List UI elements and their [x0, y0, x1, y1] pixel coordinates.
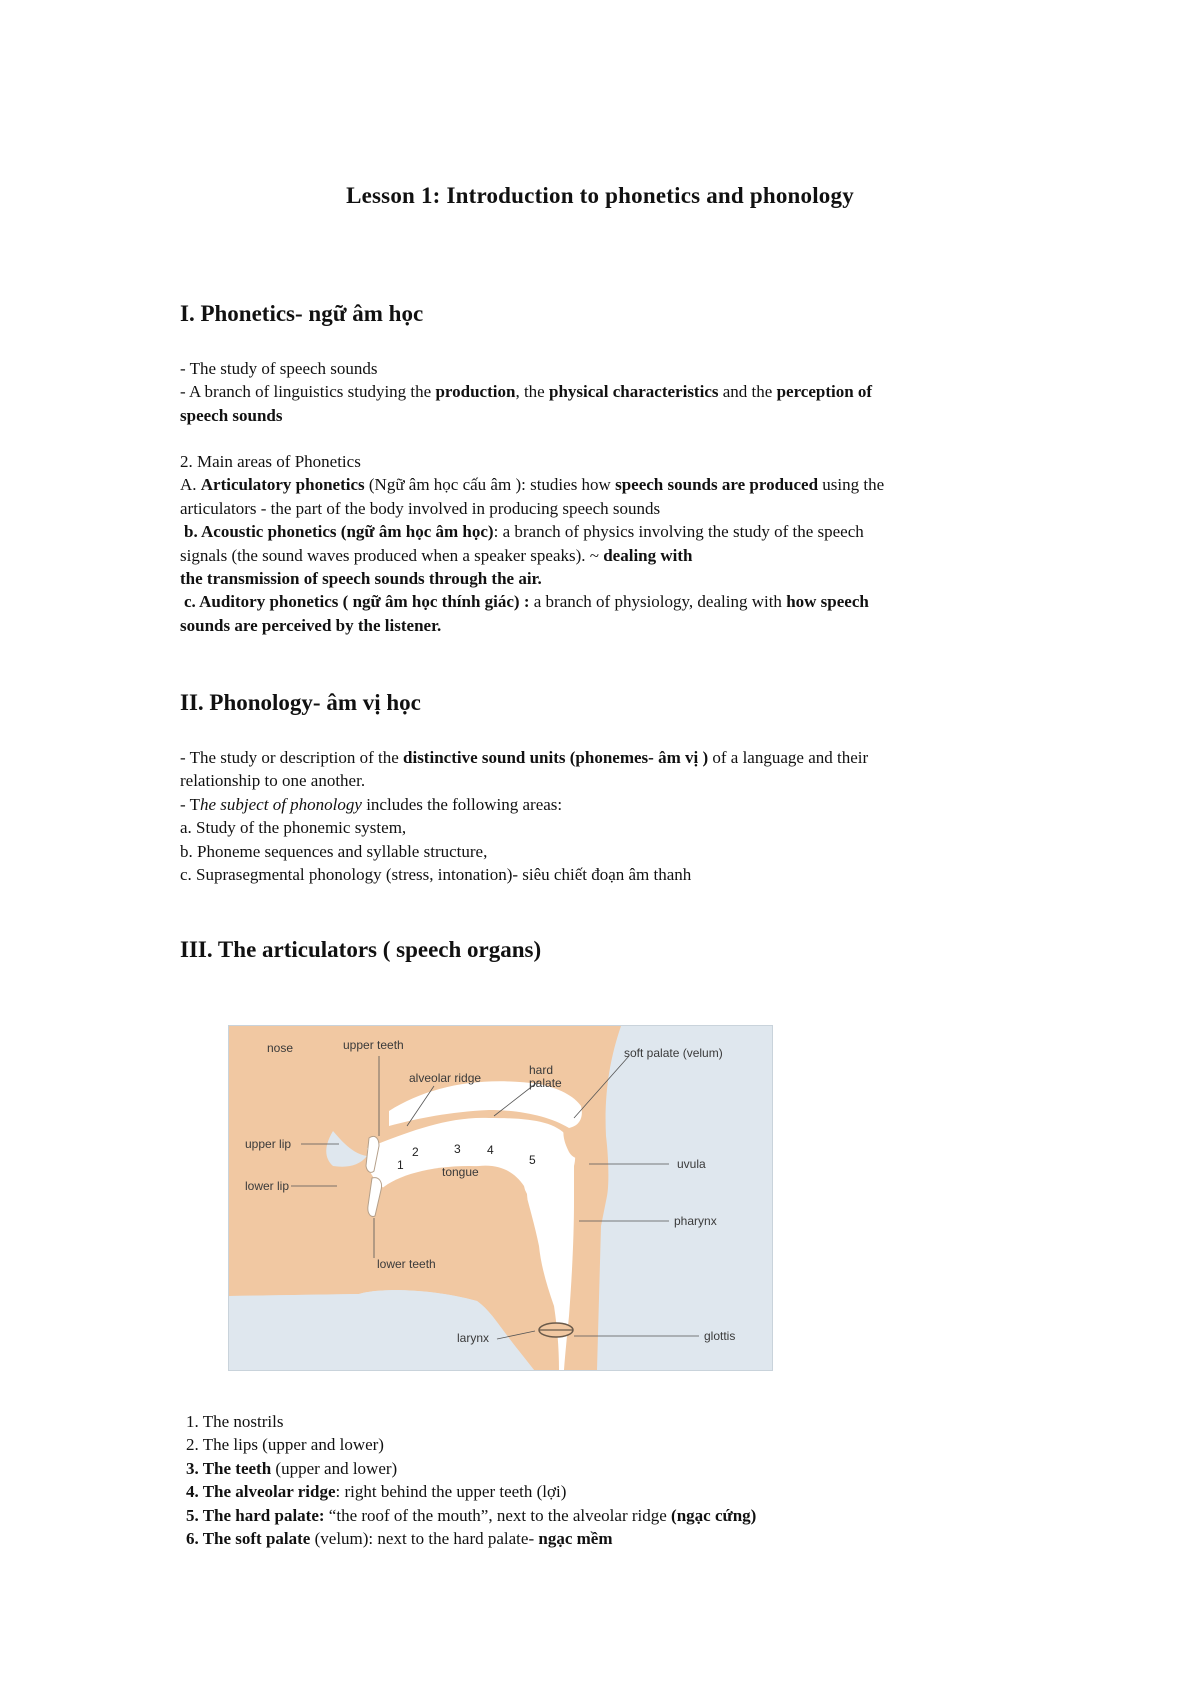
articulator-item-1: 1. The nostrils	[186, 1412, 284, 1431]
number-3: 3	[454, 1142, 461, 1156]
label-upper-lip: upper lip	[245, 1137, 292, 1151]
label-lower-teeth: lower teeth	[377, 1257, 436, 1271]
main-areas-label: 2. Main areas of Phonetics	[180, 452, 361, 471]
number-4: 4	[487, 1143, 494, 1157]
articulators-list	[186, 1410, 1036, 1550]
label-lower-lip: lower lip	[245, 1179, 290, 1193]
articulatory-line-1: A. Articulatory phonetics (Ngữ âm học cấu âm ): studies how speech sounds are produced using the	[180, 475, 885, 495]
articulator-item-4: 4. The alveolar ridge: right behind the upper teeth (lợi)	[186, 1482, 567, 1502]
label-glottis: glottis	[704, 1329, 736, 1343]
phonetics-def-line-2: - A branch of linguistics studying the production, the physical characteristics and the perception of	[180, 382, 873, 402]
auditory-line-1: c. Auditory phonetics ( ngữ âm học thính giác) : a branch of physiology, dealing with how speech	[184, 592, 869, 612]
label-hard-palate-2: palate	[529, 1076, 562, 1090]
phonology-area-a: a. Study of the phonemic system,	[180, 818, 407, 838]
section-articulators-heading: III. The articulators ( speech organs)	[180, 937, 542, 962]
page-title: Lesson 1: Introduction to phonetics and phonology	[346, 183, 854, 208]
acoustic-line-2: signals (the sound waves produced when a speaker speaks). ~ dealing with	[180, 545, 693, 565]
speech-organs-diagram	[228, 1025, 773, 1371]
section-phonology-heading: II. Phonology- âm vị học	[180, 690, 421, 715]
auditory-line-2: sounds are perceived by the listener.	[180, 615, 442, 635]
acoustic-line-1: b. Acoustic phonetics (ngữ âm học âm học): a branch of physics involving the study of the speech	[184, 522, 864, 542]
articulatory-line-2: articulators - the part of the body involved in producing speech sounds	[180, 498, 661, 518]
label-upper-teeth: upper teeth	[343, 1038, 404, 1052]
articulator-item-5: 5. The hard palate: “the roof of the mouth”, next to the alveolar ridge (ngạc cứng)	[186, 1505, 757, 1525]
label-pharynx: pharynx	[674, 1214, 717, 1228]
articulator-item-3: 3. The teeth (upper and lower)	[186, 1458, 398, 1478]
phonology-area-c: c. Suprasegmental phonology (stress, intonation)- siêu chiết đoạn âm thanh	[180, 865, 692, 885]
speech-organs-illustration	[229, 1026, 772, 1370]
label-larynx: larynx	[457, 1331, 490, 1345]
section-phonetics-heading: I. Phonetics- ngữ âm học	[180, 301, 424, 326]
label-tongue: tongue	[442, 1165, 479, 1179]
number-5: 5	[529, 1153, 536, 1167]
phonology-def-line-2: relationship to one another.	[180, 771, 366, 791]
phonology-def-line-1: - The study or description of the distinctive sound units (phonemes- âm vị ) of a language and their	[180, 748, 869, 767]
phonology-area-b: b. Phoneme sequences and syllable structure,	[180, 841, 488, 861]
phonetics-main-areas	[180, 450, 1030, 637]
label-alveolar-ridge: alveolar ridge	[409, 1071, 482, 1085]
number-1: 1	[397, 1158, 404, 1172]
phonology-body	[180, 746, 1030, 886]
phonology-subject: - The subject of phonology includes the following areas:	[180, 794, 563, 814]
label-soft-palate: soft palate (velum)	[624, 1046, 723, 1060]
articulator-item-2: 2. The lips (upper and lower)	[186, 1435, 384, 1455]
label-uvula: uvula	[677, 1157, 706, 1171]
phonetics-def-line-1: - The study of speech sounds	[180, 359, 378, 378]
number-2: 2	[412, 1145, 419, 1159]
phonetics-definition	[180, 357, 1030, 427]
articulator-item-6: 6. The soft palate (velum): next to the hard palate- ngạc mềm	[186, 1529, 613, 1549]
label-nose: nose	[267, 1041, 294, 1055]
acoustic-line-3: the transmission of speech sounds through the air.	[180, 569, 542, 589]
label-hard-palate-1: hard	[529, 1063, 554, 1077]
phonetics-def-line-3: speech sounds	[180, 405, 283, 425]
